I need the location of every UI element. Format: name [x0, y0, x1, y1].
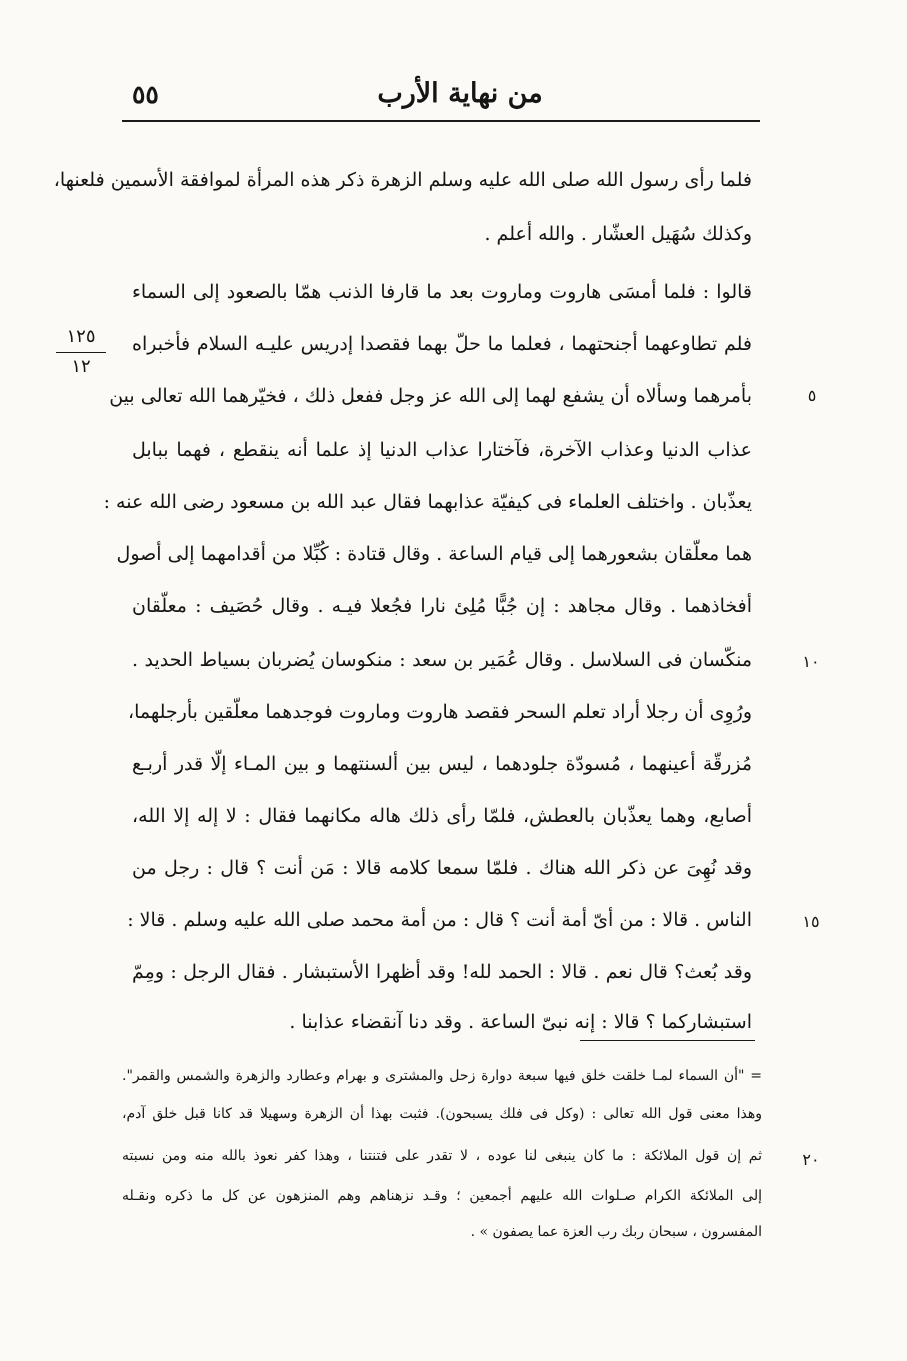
body-line: الناس . قالا : من أىّ أمة أنت ؟ قال : من أمة محمد صلى الله عليه وسلم . قالا : — [127, 909, 752, 931]
footnote-rule — [580, 1040, 755, 1041]
body-line: قالوا : فلما أمسَى هاروت وماروت بعد ما قارفا الذنب همّا بالصعود إلى السماء — [132, 281, 752, 303]
footnote-line: وهذا معنى قول الله تعالى : (وكل فى فلك يسبحون). فثبت بهذا أن الزهرة وسهيلا قد كانا قبل خلق آدم، — [122, 1106, 762, 1122]
header-rule — [122, 120, 760, 122]
body-line: أصابع، وهما يعذّبان بالعطش، فلمّا رأى ذلك هاله مكانهما فقال : لا إله إلا الله، — [132, 805, 752, 827]
body-line: منكّسان فى السلاسل . وقال عُمَير بن سعد : منكوسان يُضربان بسياط الحديد . — [132, 649, 752, 671]
margin-line-number: ٢٠ — [802, 1150, 820, 1169]
body-line: استبشاركما ؟ قالا : إنه نبىّ الساعة . وقد دنا آنقضاء عذابنا . — [289, 1011, 752, 1033]
margin-reference-rule — [56, 352, 106, 353]
body-line: وقد نُهِىَ عن ذكر الله هناك . فلمّا سمعا كلامه قالا : مَن أنت ؟ قال : رجل من — [132, 857, 752, 879]
footnote-line: إلى الملائكة الكرام صـلوات الله عليهم أجمعين ؛ وقـد نزهناهم وهم المنزهون عن كل ما ذكره ونقـله — [122, 1188, 762, 1204]
body-line: بأمرهما وسألاه أن يشفع لهما إلى الله عز وجل ففعل ذلك ، فخيّرهما الله تعالى بين — [109, 385, 752, 407]
margin-line-number: ٥ — [807, 386, 817, 405]
body-line: مُزرقّة أعينهما ، مُسودّة جلودهما ، ليس بين ألسنتهما و بين المـاء إلّا قدر أربـع — [132, 753, 752, 775]
body-line: فلما رأى رسول الله صلى الله عليه وسلم الزهرة ذكر هذه المرأة لموافقة الأسمين فلعنها، — [53, 169, 752, 191]
body-line: عذاب الدنيا وعذاب الآخرة، فآختارا عذاب الدنيا إذ علما أنه ينقطع ، فهما ببابل — [132, 439, 752, 461]
running-header-title: من نهاية الأرب — [377, 78, 543, 109]
body-line: وكذلك سُهَيل العشّار . والله أعلم . — [484, 223, 752, 245]
margin-reference-bottom: ١٢ — [71, 356, 91, 377]
body-line: هما معلّقان بشعورهما إلى قيام الساعة . وقال قتادة : كُبِّلا من أقدامهما إلى أصول — [116, 543, 752, 565]
margin-line-number: ١٥ — [802, 912, 820, 931]
body-line: أفخاذهما . وقال مجاهد : إن جُبًّا مُلِئ نارا فجُعلا فيـه . وقال حُصَيف : معلّقان — [132, 595, 752, 617]
footnote-line: المفسرون ، سبحان ربك رب العزة عما يصفون » . — [470, 1224, 762, 1240]
page-number: ٥٥ — [132, 80, 159, 109]
body-line: فلم تطاوعهما أجنحتهما ، فعلما ما حلّ بهما فقصدا إدريس عليـه السلام فأخبراه — [132, 333, 752, 355]
body-line: يعذّبان . واختلف العلماء فى كيفيّة عذابهما فقال عبد الله بن مسعود رضى الله عنه : — [103, 491, 752, 513]
footnote-line: = "أن السماء لمـا خلقت خلق فيها سبعة دوارة زحل والمشترى و بهرام وعطارد والزهرة والشمس والقمر". — [122, 1068, 762, 1084]
body-line: ورُوِى أن رجلا أراد تعلم السحر فقصد هاروت وماروت فوجدهما معلّقين بأرجلهما، — [127, 701, 752, 723]
body-line: وقد بُعث؟ قال نعم . قالا : الحمد لله! وقد أظهرا الأستبشار . فقال الرجل : ومِمّ — [132, 961, 752, 983]
margin-reference-top: ١٢٥ — [66, 326, 96, 347]
footnote-line: ثم إن قول الملائكة : ما كان ينبغى لنا عوده ، لا تقدر على فتنتنا ، وهذا كفر نعوذ بالله منه ومن نسبته — [122, 1148, 762, 1164]
margin-line-number: ١٠ — [802, 652, 820, 671]
